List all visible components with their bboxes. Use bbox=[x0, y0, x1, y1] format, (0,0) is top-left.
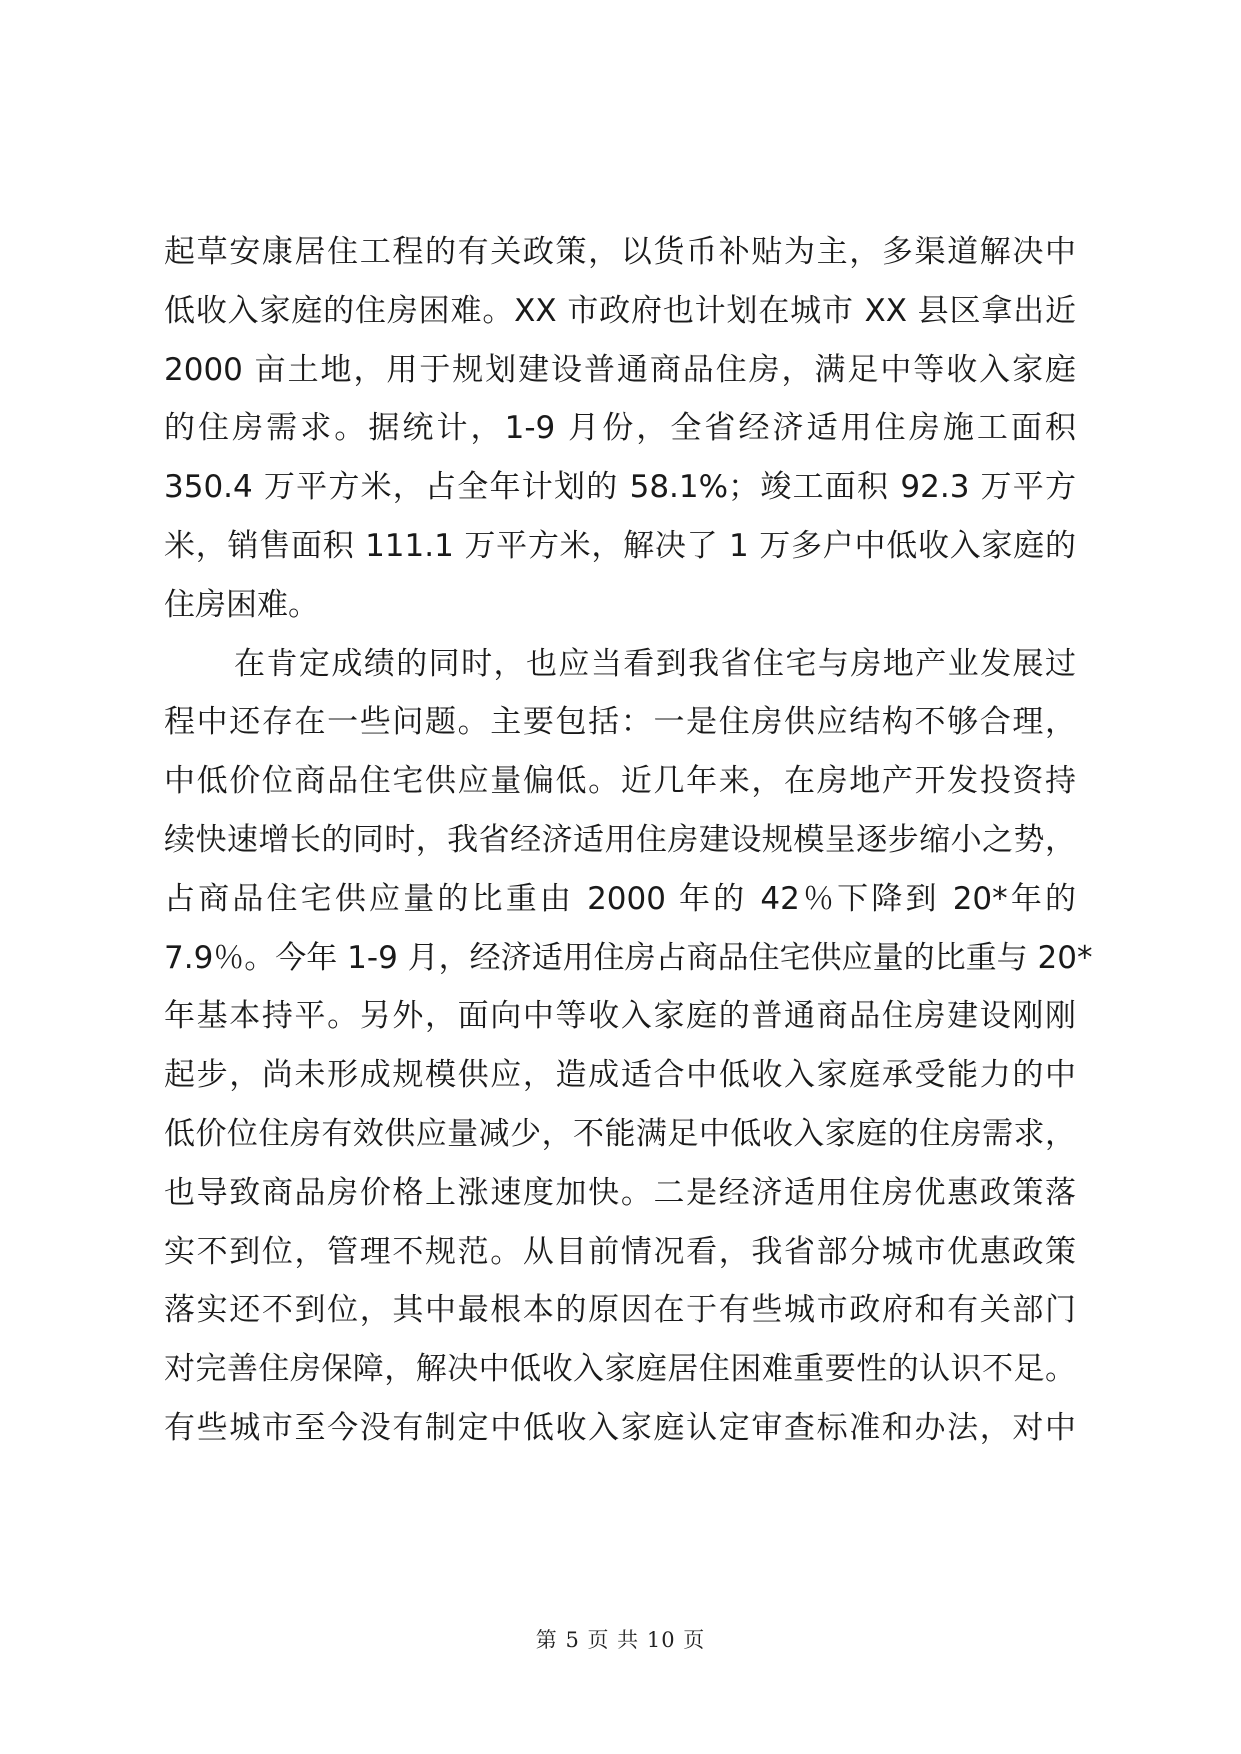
text-line: 中低价位商品住宅供应量偏低。近几年来，在房地产开发投资持 bbox=[164, 763, 1076, 800]
text-line: 占商品住宅供应量的比重由 2000 年的 42％下降到 20*年的 bbox=[164, 880, 1076, 917]
body-text bbox=[164, 223, 1093, 1458]
text-line: 也导致商品房价格上涨速度加快。二是经济适用住房优惠政策落 bbox=[164, 1174, 1076, 1211]
text-line: 续快速增长的同时，我省经济适用住房建设规模呈逐步缩小之势， bbox=[164, 821, 1076, 858]
text-line: 2000 亩土地，用于规划建设普通商品住房，满足中等收入家庭 bbox=[164, 351, 1076, 388]
text-line: 米，销售面积 111.1 万平方米，解决了 1 万多户中低收入家庭的 bbox=[164, 527, 1076, 564]
text-line: 落实还不到位，其中最根本的原因在于有些城市政府和有关部门 bbox=[164, 1292, 1076, 1329]
text-line: 起步，尚未形成规模供应，造成适合中低收入家庭承受能力的中 bbox=[164, 1057, 1076, 1094]
text-line: 低价位住房有效供应量减少，不能满足中低收入家庭的住房需求， bbox=[164, 1115, 1076, 1152]
text-line: 7.9％。今年 1-9 月，经济适用住房占商品住宅供应量的比重与 20* bbox=[164, 939, 1093, 976]
text-line: 程中还存在一些问题。主要包括：一是住房供应结构不够合理， bbox=[164, 704, 1076, 741]
text-line: 住房困难。 bbox=[164, 586, 319, 623]
text-line: 实不到位，管理不规范。从目前情况看，我省部分城市优惠政策 bbox=[164, 1233, 1076, 1270]
text-line: 低收入家庭的住房困难。XX 市政府也计划在城市 XX 县区拿出近 bbox=[164, 292, 1076, 329]
text-line: 有些城市至今没有制定中低收入家庭认定审查标准和办法，对中 bbox=[164, 1409, 1076, 1446]
text-line: 350.4 万平方米，占全年计划的 58.1%；竣工面积 92.3 万平方 bbox=[164, 469, 1076, 506]
page-number-footer: 第 5 页 共 10 页 bbox=[535, 1628, 706, 1652]
text-line: 的住房需求。据统计，1-9 月份，全省经济适用住房施工面积 bbox=[164, 410, 1076, 447]
paragraph-start-line: 在肯定成绩的同时，也应当看到我省住宅与房地产业发展过 bbox=[234, 645, 1076, 682]
text-line: 起草安康居住工程的有关政策，以货币补贴为主，多渠道解决中 bbox=[164, 234, 1076, 270]
text-line: 对完善住房保障，解决中低收入家庭居住困难重要性的认识不足。 bbox=[164, 1351, 1076, 1388]
text-line: 年基本持平。另外，面向中等收入家庭的普通商品住房建设刚刚 bbox=[164, 998, 1076, 1035]
